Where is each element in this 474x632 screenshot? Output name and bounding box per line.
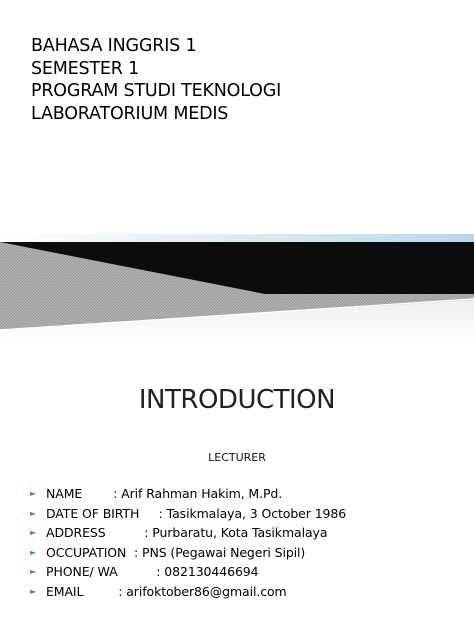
info-text bbox=[46, 525, 327, 540]
info-label: NAME bbox=[46, 486, 83, 502]
info-separator: : bbox=[83, 583, 127, 599]
info-value: Purbaratu, Kota Tasikmalaya bbox=[152, 525, 328, 541]
list-item bbox=[30, 504, 346, 524]
info-separator: : bbox=[82, 486, 122, 502]
info-separator: : bbox=[139, 505, 167, 521]
info-text bbox=[46, 584, 287, 599]
bullet-arrow-icon: ► bbox=[30, 567, 37, 577]
bullet-arrow-icon: ► bbox=[30, 489, 37, 499]
info-label: OCCUPATION bbox=[46, 544, 127, 560]
info-separator: : bbox=[117, 564, 165, 580]
info-value: Arif Rahman Hakim, M.Pd. bbox=[121, 486, 283, 502]
list-item bbox=[30, 562, 346, 582]
slide1-title bbox=[31, 35, 281, 125]
list-item bbox=[30, 582, 346, 602]
info-text bbox=[46, 506, 346, 521]
info-label: DATE OF BIRTH bbox=[46, 505, 140, 521]
list-item bbox=[30, 523, 346, 543]
title-line: LABORATORIUM MEDIS bbox=[31, 103, 229, 124]
info-value: 082130446694 bbox=[164, 564, 259, 580]
info-label: EMAIL bbox=[46, 583, 84, 599]
info-text bbox=[46, 486, 282, 501]
info-value: arifoktober86@gmail.com bbox=[126, 583, 287, 599]
info-separator: : bbox=[105, 525, 153, 541]
info-value: Tasikmalaya, 3 October 1986 bbox=[166, 505, 347, 521]
intro-title: INTRODUCTION bbox=[138, 385, 336, 415]
info-value: PNS (Pegawai Negeri Sipil) bbox=[142, 544, 306, 560]
title-line: SEMESTER 1 bbox=[31, 58, 140, 79]
bullet-arrow-icon: ► bbox=[30, 586, 37, 596]
bullet-arrow-icon: ► bbox=[30, 528, 37, 538]
info-label: PHONE/ WA bbox=[46, 564, 118, 580]
info-text bbox=[46, 545, 305, 560]
info-label: ADDRESS bbox=[46, 525, 106, 541]
lecturer-info-list bbox=[30, 484, 346, 601]
info-separator: : bbox=[126, 544, 143, 560]
list-item bbox=[30, 484, 346, 504]
bullet-arrow-icon: ► bbox=[30, 508, 37, 518]
title-line: PROGRAM STUDI TEKNOLOGI bbox=[31, 81, 282, 101]
title-line: BAHASA INGGRIS 1 bbox=[31, 36, 197, 56]
decorative-band bbox=[0, 232, 474, 344]
bullet-arrow-icon: ► bbox=[30, 547, 37, 557]
lecturer-subtitle: LECTURER bbox=[208, 451, 266, 464]
info-text bbox=[46, 564, 259, 579]
list-item bbox=[30, 543, 346, 563]
